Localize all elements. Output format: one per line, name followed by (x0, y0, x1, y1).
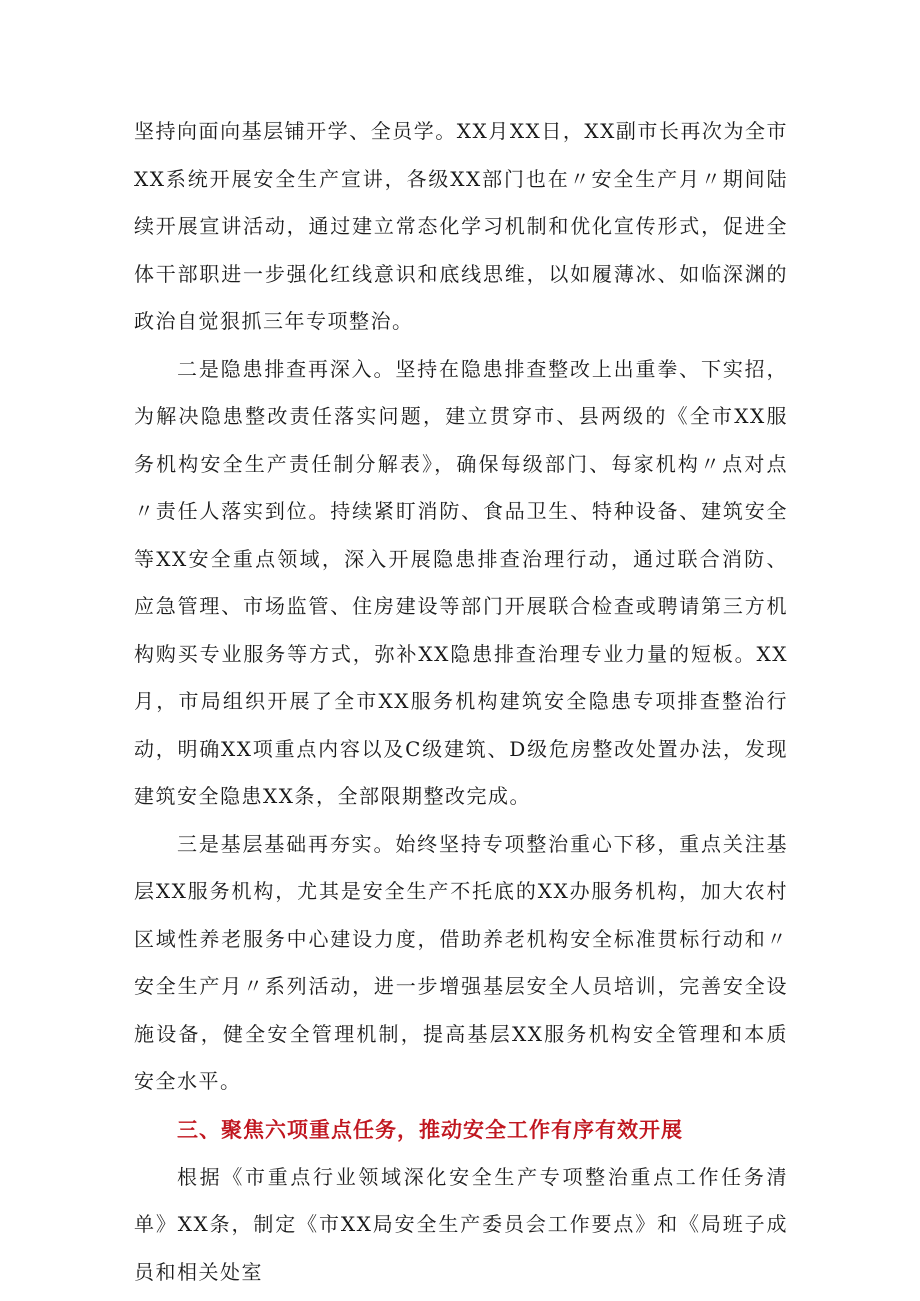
paragraph-hazard-inspection: 二是隐患排查再深入。坚持在隐患排查整改上出重拳、下实招，为解决隐患整改责任落实问题，建立贯穿市、县两级的《全市XX服务机构安全生产责任制分解表》，确保每级部门、每家机构〃点对点〃责任人落实到位。持续紧盯消防、食品卫生、特种设备、建筑安全等XX安全重点领域，深入开展隐患排查治理行动，通过联合消防、应急管理、市场监管、住房建设等部门开展联合检查或聘请第三方机构购买专业服务等方式，弥补XX隐患排查治理专业力量的短板。XX月，市局组织开展了全市XX服务机构建筑安全隐患专项排查整治行动，明确XX项重点内容以及C级建筑、D级危房整改处置办法，发现建筑安全隐患XX条，全部限期整改完成。 (134, 356, 788, 808)
paragraph-grassroots-foundation: 三是基层基础再夯实。始终坚持专项整治重心下移，重点关注基层XX服务机构，尤其是安全生产不托底的XX办服务机构，加大农村区域性养老服务中心建设力度，借助养老机构安全标准贯标行动和〃安全生产月〃系列活动，进一步增强基层安全人员培训，完善安全设施设备，健全安全管理机制，提高基层XX服务机构安全管理和本质安全水平。 (134, 831, 788, 1093)
document-body (134, 108, 788, 1296)
paragraph-task-list: 根据《市重点行业领域深化安全生产专项整治重点工作任务清单》XX条，制定《市XX局安全生产委员会工作要点》和《局班子成员和相关处室 (134, 1164, 788, 1284)
paragraph-continuation: 坚持向面向基层铺开学、全员学。XX月XX日，XX副市长再次为全市XX系统开展安全生产宣讲，各级XX部门也在〃安全生产月〃期间陆续开展宣讲活动，通过建立常态化学习机制和优化宣传形式，促进全体干部职进一步强化红线意识和底线思维，以如履薄冰、如临深渊的政治自觉狠抓三年专项整治。 (134, 119, 788, 333)
section-heading: 三、聚焦六项重点任务，推动安全工作有序有效开展 (177, 1117, 683, 1142)
